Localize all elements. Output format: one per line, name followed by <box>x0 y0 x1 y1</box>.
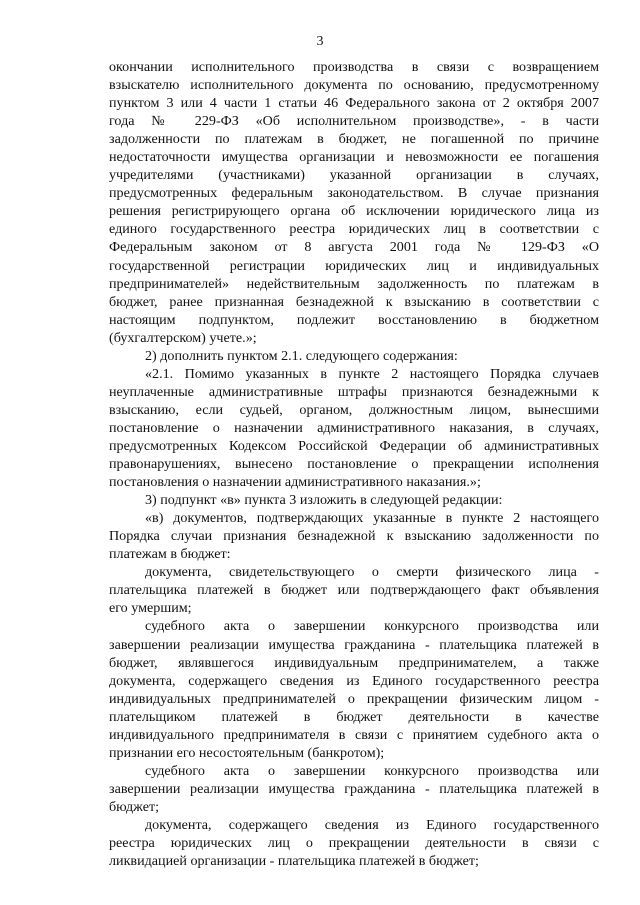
text-line: Федеральным законом от 8 августа 2001 года № 129-ФЗ «О <box>109 239 599 256</box>
text-line: плательщиком платежей в бюджет деятельности в качестве <box>109 708 599 725</box>
text-line: «в) документов, подтверждающих указанные в пункте 2 настоящего <box>145 510 599 527</box>
text-line: постановления о назначении административного наказания.»; <box>109 474 481 491</box>
text-line: документа, содержащего сведения из Единого государственного реестра <box>109 672 599 689</box>
text-line: (бухгалтерском) учете.»; <box>109 329 257 346</box>
text-line: платежам в бюджет: <box>109 546 231 563</box>
text-line: судебного акта о завершении конкурсного производства или <box>145 762 599 779</box>
text-line: «2.1. Помимо указанных в пункте 2 настоящего Порядка случаев <box>145 365 599 382</box>
text-line: реестра юридических лиц о прекращении деятельности в связи с <box>109 835 599 852</box>
text-line: решения регистрирующего органа об исключении юридического лица из <box>109 203 599 220</box>
text-line: индивидуального предпринимателя в связи с принятием судебного акта о <box>109 726 599 743</box>
page-number: 3 <box>316 34 324 49</box>
text-line: 2) дополнить пунктом 2.1. следующего содержания: <box>145 347 458 364</box>
text-line: задолженности по платежам в бюджет, не погашенной по причине <box>109 131 599 148</box>
text-line: бюджет, ранее признанная безнадежной к взысканию в соответствии с <box>109 293 599 310</box>
text-line: документа, содержащего сведения из Единого государственного <box>145 816 599 833</box>
text-line: судебного акта о завершении конкурсного производства или <box>145 618 599 635</box>
text-line: государственной регистрации юридических лиц и индивидуальных <box>109 257 599 274</box>
document-body <box>109 58 599 870</box>
text-line: окончании исполнительного производства в связи с возвращением <box>109 59 599 75</box>
text-line: завершении реализации имущества гражданина - плательщика платежей в <box>109 636 599 653</box>
text-line: настоящим подпунктом, подлежит восстановлению в бюджетном <box>109 311 599 328</box>
text-line: правонарушениях, вынесено постановление о прекращении исполнения <box>109 456 599 473</box>
text-line: учредителями (участниками) указанной организации в случаях, <box>109 167 599 184</box>
text-line: предпринимателей» недействительным задолженность по платежам в <box>109 275 599 292</box>
text-line: плательщика платежей в бюджет или подтверждающего факт объявления <box>109 582 599 599</box>
text-line: Порядка случаи признания безнадежной к взысканию задолженности по <box>109 528 599 545</box>
text-line: пунктом 3 или 4 части 1 статьи 46 Федерального закона от 2 октября 2007 <box>109 95 599 112</box>
text-line: индивидуальных предпринимателей о прекращении физическим лицом - <box>109 690 599 707</box>
text-line: единого государственного реестра юридических лиц в соответствии с <box>109 221 599 238</box>
text-line: неуплаченные административные штрафы признаются безнадежными к <box>109 383 599 400</box>
text-line: признании его несостоятельным (банкротом); <box>109 744 385 761</box>
text-line: ликвидацией организации - плательщика платежей в бюджет; <box>109 853 479 870</box>
text-line: предусмотренных Кодексом Российской Федерации об административных <box>109 437 599 454</box>
text-line: взысканию, если судьей, органом, должностным лицом, вынесшими <box>109 401 599 418</box>
text-line: бюджет, являвшегося индивидуальным предпринимателем, а также <box>109 654 599 671</box>
text-line: 3) подпункт «в» пункта 3 изложить в следующей редакции: <box>145 492 503 509</box>
text-line: документа, свидетельствующего о смерти физического лица - <box>145 564 599 581</box>
text-line: предусмотренных федеральным законодательством. В случае признания <box>109 185 599 202</box>
text-line: его умершим; <box>109 600 192 617</box>
text-line: завершении реализации имущества гражданина - плательщика платежей в <box>109 780 599 797</box>
text-line: постановление о назначении административного наказания, в случаях, <box>109 419 599 436</box>
text-line: года № 229-ФЗ «Об исполнительном производстве», - в части <box>109 113 599 130</box>
text-line: взыскателю исполнительного документа по основанию, предусмотренному <box>109 77 599 94</box>
text-line: недостаточности имущества организации и невозможности ее погашения <box>109 149 599 166</box>
text-line: бюджет; <box>109 798 160 815</box>
